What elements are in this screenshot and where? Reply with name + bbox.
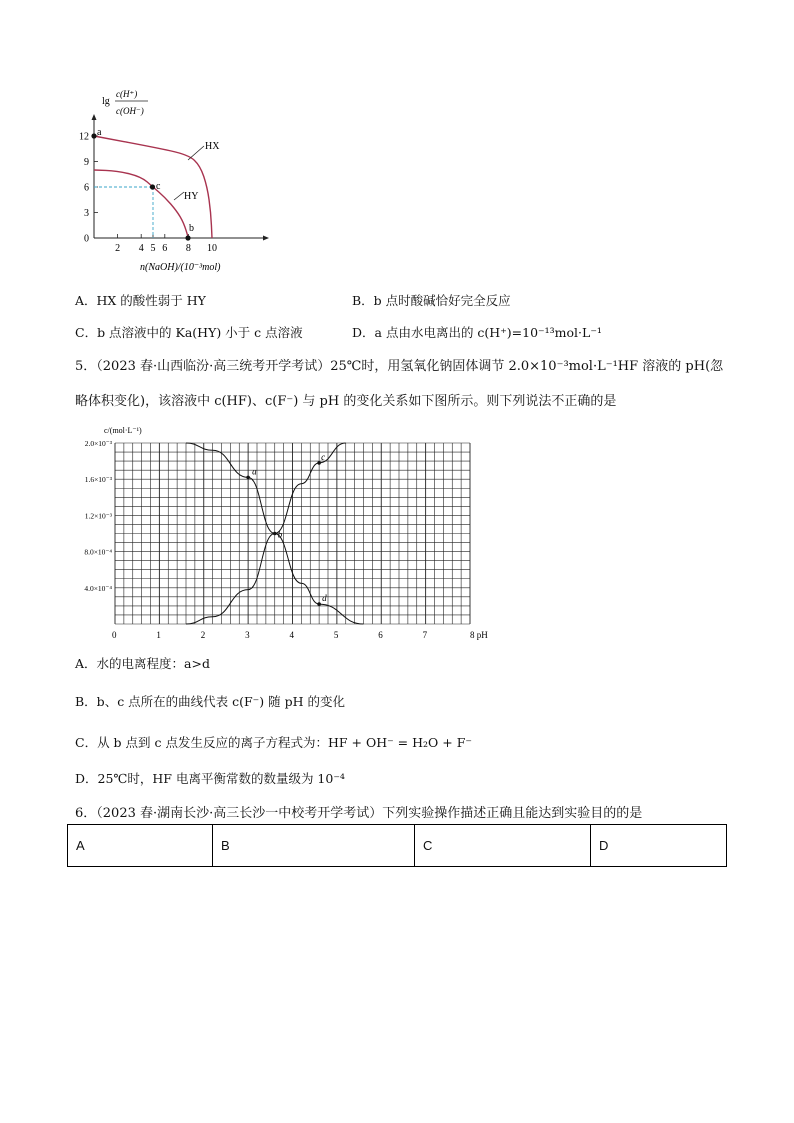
chart1-x-tick-label: 10: [207, 243, 217, 254]
point-c-label: c: [156, 181, 161, 192]
chart2-y-tick-label: 2.0×10⁻³: [84, 439, 112, 448]
q5-option-d[interactable]: D．25℃时，HF 电离平衡常数的数量级为 10⁻⁴: [75, 771, 345, 786]
chart2-x-tick-label: 3: [245, 630, 250, 640]
q4-option-d[interactable]: D．a 点由水电离出的 c(H⁺)=10⁻¹³mol·L⁻¹: [352, 325, 602, 340]
chart1-x-tick-label: 8: [185, 243, 191, 254]
table-cell-a[interactable]: A: [68, 825, 213, 867]
q5-stem-line1: 5．（2023 春·山西临汾·高三统考开学考试）25℃时，用氢氧化钠固体调节 2.0×10⁻³mol·L⁻¹HF 溶液的 pH(忽: [75, 359, 724, 374]
chart-hf-concentration: [70, 420, 500, 645]
table-row: [68, 825, 727, 867]
chart1-ylabel-num: c(H⁺): [116, 89, 138, 99]
chart1-ylabel-den: c(OH⁻): [116, 106, 144, 116]
q5-stem-line2: 略体积变化)，该溶液中 c(HF)、c(F⁻) 与 pH 的变化关系如下图所示。则下列说法不正确的是: [75, 394, 617, 409]
chart2-point-d: [317, 602, 321, 606]
point-a-label: a: [97, 127, 102, 138]
series-hy-label: HY: [184, 191, 199, 202]
chart2-x-tick-label: 0: [112, 630, 117, 640]
chart2-point-label: a: [252, 466, 257, 477]
chart2-ylabel: c/(mol·L⁻¹): [104, 426, 142, 435]
chart2-point-label: d: [322, 593, 327, 604]
q5-option-c-equation: HF + OH⁻ = H₂O + F⁻: [327, 735, 472, 750]
q5-option-c[interactable]: [75, 733, 472, 751]
chart2-point-label: b: [277, 529, 283, 540]
chart2-point-b: [273, 532, 277, 536]
chart1-y-tick-label: 9: [84, 157, 89, 168]
chart1-xlabel: n(NaOH)/(10⁻³mol): [140, 262, 221, 273]
q6-answer-table: [67, 824, 727, 867]
chart1-y-tick-label: 12: [79, 131, 89, 143]
chart1-x-tick-label: 2: [115, 243, 121, 254]
chart2-point-a: [246, 476, 250, 480]
table-cell-b[interactable]: B: [213, 825, 415, 867]
chart2-y-tick-label: 8.0×10⁻⁴: [84, 547, 112, 557]
chart2-x-tick-label: 2: [200, 630, 206, 640]
chart1-y-tick-label: 6: [84, 182, 89, 194]
chart2-y-tick-label: 1.2×10⁻³: [84, 511, 112, 521]
q5-option-a[interactable]: A．水的电离程度：a>d: [75, 656, 210, 671]
chart2-x-tick-label: 4: [289, 630, 294, 640]
point-b-label: b: [189, 223, 194, 234]
q6-stem: 6．（2023 春·湖南长沙·高三长沙一中校考开学考试）下列实验操作描述正确且能达到实验目的的是: [75, 806, 643, 821]
q4-option-a[interactable]: A．HX 的酸性弱于 HY: [75, 293, 206, 308]
chart-titration-lg: [70, 88, 280, 280]
series-hx-label: HX: [205, 141, 220, 152]
chart2-x-tick-label: 1: [156, 630, 161, 640]
q4-option-c[interactable]: C．b 点溶液中的 Ka(HY) 小于 c 点溶液: [75, 325, 303, 340]
q5-option-b[interactable]: B．b、c 点所在的曲线代表 c(F⁻) 随 pH 的变化: [75, 694, 345, 709]
chart2-x-tick-label: 5: [333, 630, 339, 640]
chart1-x-tick-label: 4: [138, 243, 144, 254]
chart2-point-label: c: [321, 451, 326, 462]
point-c: [150, 184, 155, 189]
chart2-x-tick-label: 7: [422, 630, 428, 640]
chart2-x-tick-label: 6: [378, 630, 383, 640]
chart2-y-tick-label: 1.6×10⁻³: [84, 475, 112, 485]
point-a: [91, 133, 96, 138]
q5-option-c-text: C．从 b 点到 c 点发生反应的离子方程式为：: [75, 735, 328, 750]
chart2-x-tick-label: 8 pH: [470, 630, 488, 640]
chart1-x-tick-label: 6: [162, 243, 168, 254]
chart2-y-tick-label: 4.0×10⁻⁴: [84, 583, 112, 593]
table-cell-d[interactable]: D: [591, 825, 727, 867]
chart1-y-tick-label: 0: [84, 233, 89, 245]
point-b: [185, 235, 190, 240]
chart1-x-tick-label: 5: [150, 243, 156, 254]
chart1-y-tick-label: 3: [84, 208, 89, 219]
table-cell-c[interactable]: C: [415, 825, 591, 867]
series-hy-curve: [94, 170, 188, 238]
q4-option-b[interactable]: B．b 点时酸碱恰好完全反应: [352, 293, 511, 308]
chart1-ylabel-prefix: lg: [102, 96, 110, 107]
